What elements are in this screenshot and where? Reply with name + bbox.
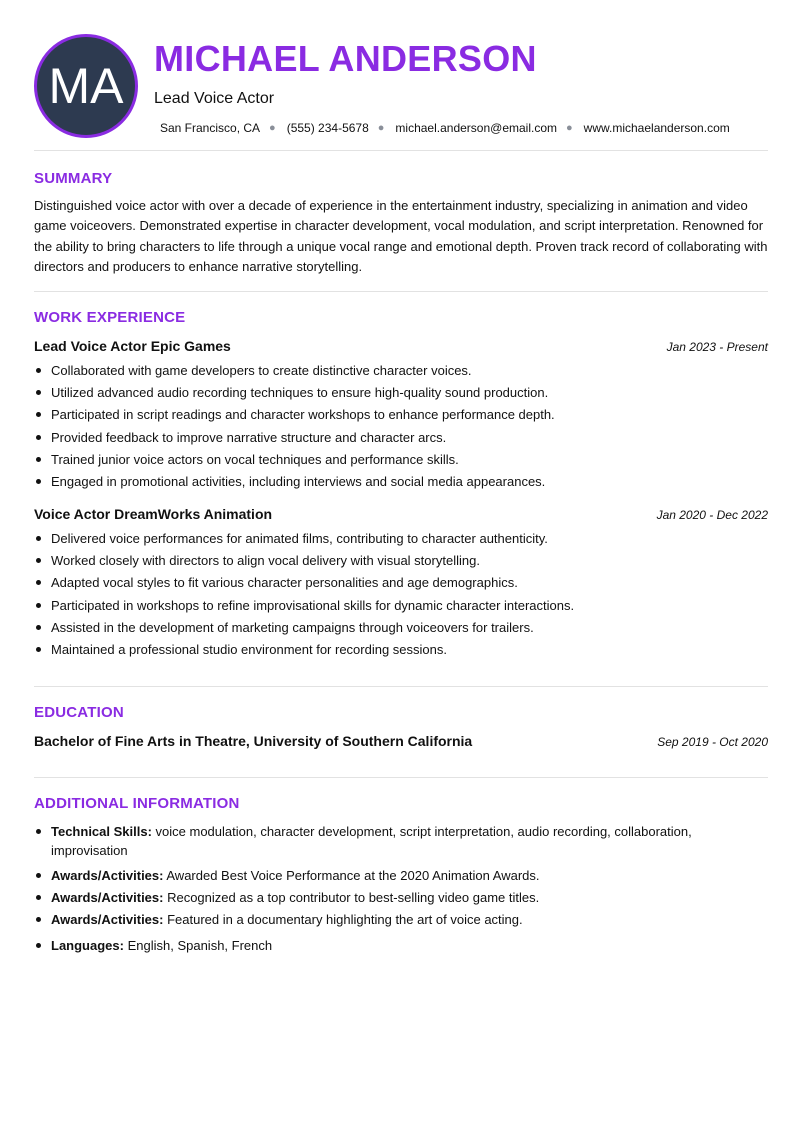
list-item xyxy=(51,822,766,860)
item-text: voice modulation, character development, script interpretation, audio recording, collaboration, improvisation xyxy=(51,824,692,858)
list-item: Adapted vocal styles to fit various character personalities and age demographics. xyxy=(51,574,766,596)
list-item xyxy=(51,888,766,907)
education-entry xyxy=(34,733,768,753)
list-item: Utilized advanced audio recording techniques to ensure high-quality sound production. xyxy=(51,384,766,406)
additional-heading: ADDITIONAL INFORMATION xyxy=(34,795,240,812)
education-degree: Bachelor of Fine Arts in Theatre, University of Southern California xyxy=(34,733,473,749)
list-item: Trained junior voice actors on vocal techniques and performance skills. xyxy=(51,451,766,473)
separator-dot-icon: ● xyxy=(377,122,385,134)
job-bullets xyxy=(51,362,766,495)
candidate-name: MICHAEL ANDERSON xyxy=(154,38,537,79)
item-text: Awarded Best Voice Performance at the 2020 Animation Awards. xyxy=(163,868,540,883)
job-dates: Jan 2020 - Dec 2022 xyxy=(656,508,768,522)
list-item: Provided feedback to improve narrative structure and character arcs. xyxy=(51,429,766,451)
contact-location: San Francisco, CA xyxy=(160,121,261,135)
job-header xyxy=(34,506,768,526)
job-header xyxy=(34,338,768,358)
item-text: Recognized as a top contributor to best-selling video game titles. xyxy=(163,890,540,905)
list-item: Maintained a professional studio environment for recording sessions. xyxy=(51,641,766,663)
list-item: Assisted in the development of marketing campaigns through voiceovers for trailers. xyxy=(51,619,766,641)
list-item: Engaged in promotional activities, including interviews and social media appearances. xyxy=(51,473,766,495)
section-divider xyxy=(34,150,768,151)
job-role: Lead Voice Actor Epic Games xyxy=(34,338,231,354)
item-label: Technical Skills: xyxy=(51,824,152,839)
contact-email[interactable]: michael.anderson@email.com xyxy=(395,121,558,135)
item-label: Awards/Activities: xyxy=(51,890,164,905)
job-role: Voice Actor DreamWorks Animation xyxy=(34,506,273,522)
contact-phone: (555) 234-5678 xyxy=(286,121,369,135)
job-bullets xyxy=(51,530,766,663)
item-text: Featured in a documentary highlighting the art of voice acting. xyxy=(163,912,523,927)
separator-dot-icon: ● xyxy=(269,122,276,134)
summary-heading: SUMMARY xyxy=(34,170,113,187)
avatar-initials: MA xyxy=(48,58,124,114)
item-label: Awards/Activities: xyxy=(51,912,164,927)
list-item: Worked closely with directors to align vocal delivery with visual storytelling. xyxy=(51,552,766,574)
job-dates: Jan 2023 - Present xyxy=(666,340,768,354)
item-text: English, Spanish, French xyxy=(123,938,273,953)
list-item: Collaborated with game developers to create distinctive character voices. xyxy=(51,362,766,384)
contact-line xyxy=(160,121,730,135)
section-divider xyxy=(34,777,768,778)
list-item xyxy=(51,936,766,955)
list-item xyxy=(51,910,766,929)
list-item: Participated in script readings and character workshops to enhance performance depth. xyxy=(51,406,766,428)
list-item xyxy=(51,866,766,885)
resume-header xyxy=(34,34,768,138)
experience-heading: WORK EXPERIENCE xyxy=(34,309,186,326)
summary-text: Distinguished voice actor with over a decade of experience in the entertainment industry, specializing in animation and video game voiceovers. Demonstrated expertise in character development, vocal modulation, and script interpretation. Renowned for the ability to bring characters to life through a unique vocal range and emotional depth. Proven track record of collaborating with directors and producers to enhance narrative storytelling. xyxy=(34,198,768,275)
item-label: Awards/Activities: xyxy=(51,868,164,883)
section-divider xyxy=(34,291,768,292)
education-dates: Sep 2019 - Oct 2020 xyxy=(657,735,768,749)
list-item: Delivered voice performances for animated films, contributing to character authenticity. xyxy=(51,530,766,552)
contact-website[interactable]: www.michaelanderson.com xyxy=(583,121,730,135)
avatar xyxy=(34,34,138,138)
section-divider xyxy=(34,686,768,687)
list-item: Participated in workshops to refine improvisational skills for dynamic character interactions. xyxy=(51,597,766,619)
item-label: Languages: xyxy=(51,938,124,953)
candidate-title: Lead Voice Actor xyxy=(154,90,275,107)
education-heading: EDUCATION xyxy=(34,704,124,721)
separator-dot-icon: ● xyxy=(566,122,573,134)
